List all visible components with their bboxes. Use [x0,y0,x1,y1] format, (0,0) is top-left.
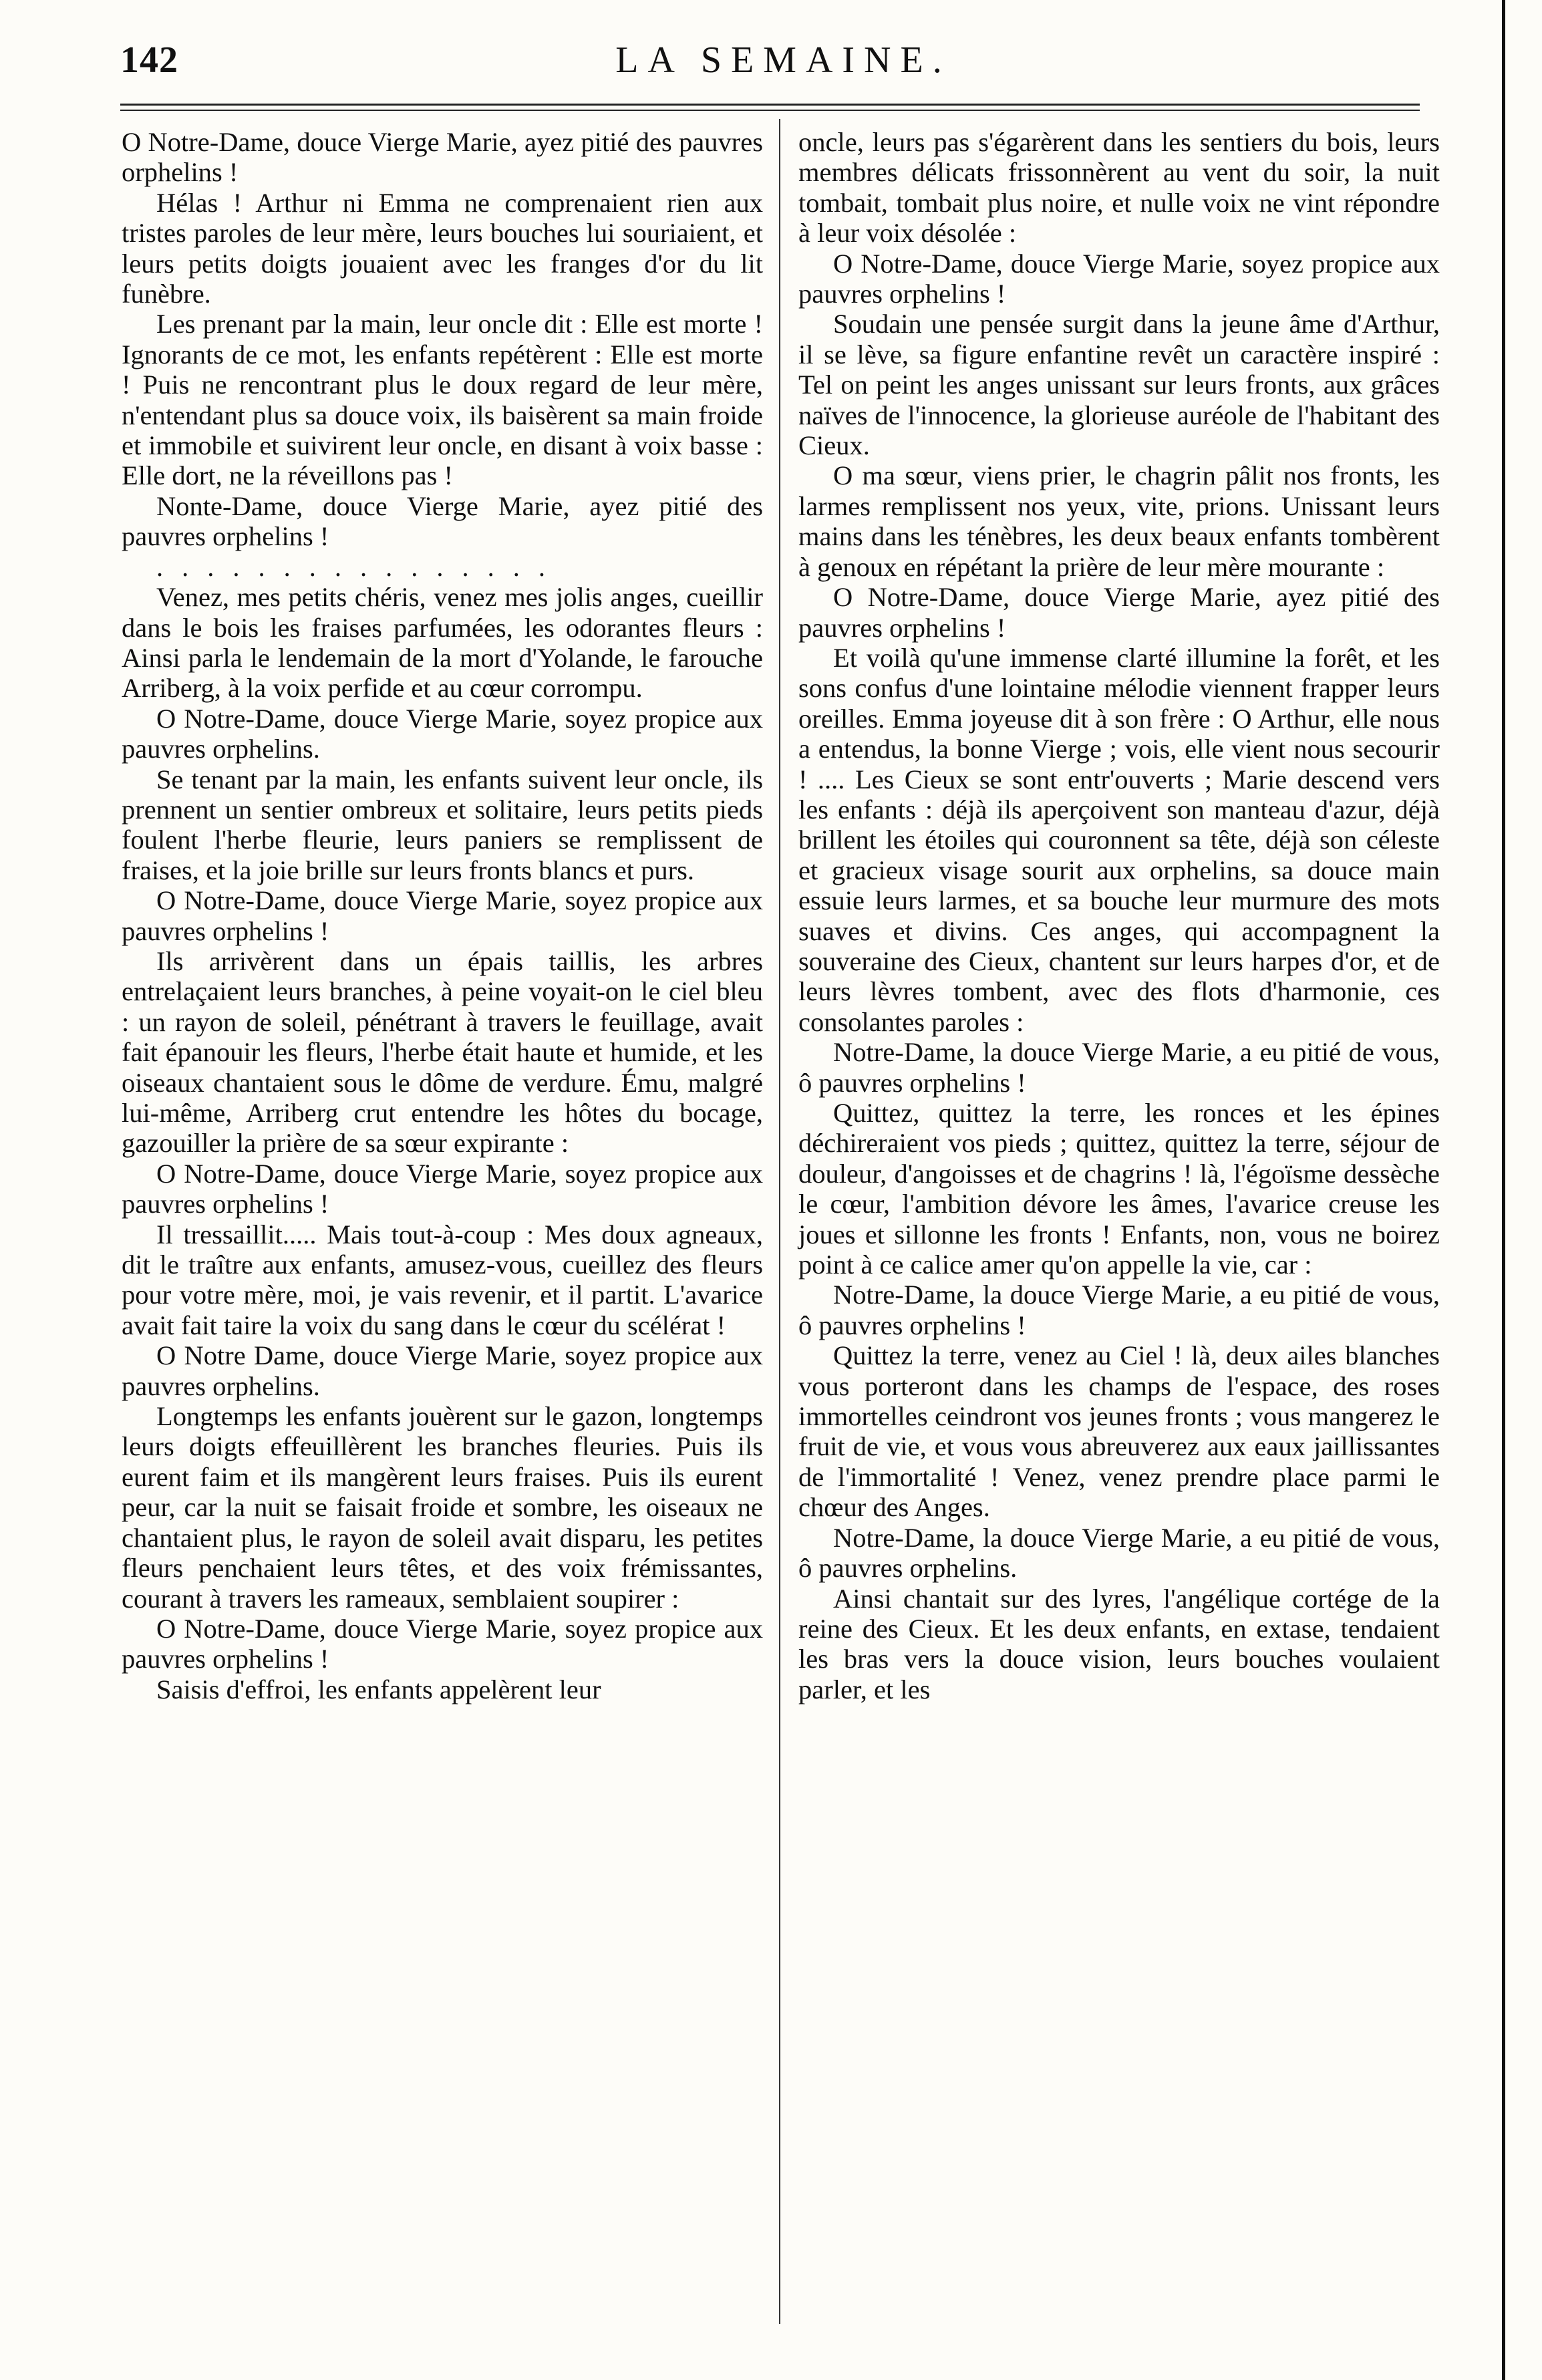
paragraph: O Notre-Dame, douce Vierge Marie, soyez propice aux pauvres orphelins ! [798,248,1440,309]
paragraph: Il tressaillit..... Mais tout-à-coup : Mes doux agneaux, dit le traître aux enfants, amusez-vous, cueillez des fleurs pour votre mère, moi, je vais revenir, et il partit. L'avarice avait fait taire la voix du sang dans le cœur du scélérat ! [122,1219,763,1340]
paragraph: oncle, leurs pas s'égarèrent dans les sentiers du bois, leurs membres délicats frissonnèrent au vent du soir, la nuit tombait, tombait plus noire, et nulle voix ne vint répondre à leur voix désolée : [798,127,1440,249]
paragraph: Venez, mes petits chéris, venez mes jolis anges, cueillir dans le bois les fraises parfumées, les odorantes fleurs : Ainsi parla le lendemain de la mort d'Yolande, le farouche Arriberg, à la voix perfide et au cœur corrompu. [122,582,763,704]
paragraph: Quittez la terre, venez au Ciel ! là, deux ailes blanches vous porteront dans les champs de l'espace, des roses immortelles ceindront vos jeunes fronts ; vous mangerez le fruit de vie, et vous vous abreuverez aux eaux jaillissantes de l'immortalité ! Venez, venez prendre place parmi le chœur des Anges. [798,1340,1440,1523]
paragraph: Saisis d'effroi, les enfants appelèrent leur [156,1674,601,1704]
paragraph: Soudain une pensée surgit dans la jeune âme d'Arthur, il se lève, sa figure enfantine revêt un caractère inspiré : Tel on peint les anges unissant sur leurs fronts, aux grâces naïves de l'innocence, la glorieuse auréole de l'habitant des Cieux. [798,309,1440,461]
paragraph: O Notre-Dame, douce Vierge Marie, soyez propice aux pauvres orphelins. [122,703,763,764]
paragraph: Et voilà qu'une immense clarté illumine la forêt, et les sons confus d'une lointaine mélodie viennent frapper leurs oreilles. Emma joyeuse dit à son frère : O Arthur, elle nous a entendus, la bonne Vierge ; vois, elle vient nous secourir ! .... Les Cieux se sont entr'ouverts ; Marie descend vers les enfants : déjà ils aperçoivent son manteau d'azur, déjà brillent les étoiles qui couronnent sa tête, déjà son céleste et gracieux visage sourit aux orphelins, sa douce main essuie leurs larmes, et sa bouche leur murmure des mots suaves et divins. Ces anges, qui accompagnent la souveraine des Cieux, chantent sur leurs harpes d'or, et de leurs lèvres tombent, avec des flots d'harmonie, ces consolantes paroles : [798,642,1440,1037]
paragraph: Notre-Dame, la douce Vierge Marie, a eu pitié de vous, ô pauvres orphelins. [798,1522,1440,1584]
paragraph: O Notre-Dame, douce Vierge Marie, soyez propice aux pauvres orphelins ! [122,1613,763,1674]
header-rule-top [120,104,1420,106]
paragraph: O ma sœur, viens prier, le chagrin pâlit nos fronts, les larmes remplissent nos yeux, vite, prions. Unissant leurs mains dans les ténèbres, les deux beaux enfants tombèrent à genoux en répétant la prière de leur mère mourante : [798,460,1440,582]
paragraph: Ainsi chantait sur des lyres, l'angélique cortége de la reine des Cieux. Et les deux enfants, en extase, tendaient les bras vers la douce vision, leurs bouches voulaient parler, et les [798,1583,1440,1704]
header-rule-bottom [120,110,1420,111]
running-title: LA SEMAINE. [615,39,951,81]
right-column [798,127,1440,1704]
paragraph: O Notre-Dame, douce Vierge Marie, ayez pitié des pauvres orphelins ! [122,127,763,188]
column-divider [779,119,780,2324]
paragraph: Hélas ! Arthur ni Emma ne comprenaient rien aux tristes paroles de leur mère, leurs bouches lui souriaient, et leurs petits doigts jouaient avec les franges d'or du lit funèbre. [122,187,763,309]
paragraph: Se tenant par la main, les enfants suivent leur oncle, ils prennent un sentier ombreux et solitaire, leurs petits pieds foulent l'herbe fleurie, leurs paniers se remplissent de fraises, et la joie brille sur leurs fronts blancs et purs. [122,764,763,885]
paragraph: Notre-Dame, la douce Vierge Marie, a eu pitié de vous, ô pauvres orphelins ! [798,1280,1440,1340]
page-edge-shadow [1502,0,1505,2380]
paragraph: O Notre-Dame, douce Vierge Marie, soyez propice aux pauvres orphelins ! [122,1158,763,1219]
ellipsis-separator: ................ [156,551,564,582]
left-column [122,127,763,1704]
paragraph: Quittez, quittez la terre, les ronces et les épines déchireraient vos pieds ; quittez, quittez la terre, séjour de douleur, d'angoisses et de chagrins ! là, l'égoïsme dessèche le cœur, l'ambition dévore les âmes, l'avarice creuse les joues et sillonne les fronts ! Enfants, non, vous ne boirez point à ce calice amer qu'on appelle la vie, car : [798,1098,1440,1280]
paragraph: O Notre-Dame, douce Vierge Marie, ayez pitié des pauvres orphelins ! [798,582,1440,643]
paragraph: Ils arrivèrent dans un épais taillis, les arbres entrelaçaient leurs branches, à peine voyait-on le ciel bleu : un rayon de soleil, pénétrant à travers le feuillage, avait fait épanouir les fleurs, l'herbe était haute et humide, et les oiseaux chantaient sous le dôme de verdure. Ému, malgré lui-même, Arriberg crut entendre les hôtes du bocage, gazouiller la prière de sa sœur expirante : [122,945,763,1159]
paragraph: O Notre-Dame, douce Vierge Marie, soyez propice aux pauvres orphelins ! [122,885,763,946]
paragraph: Nonte-Dame, douce Vierge Marie, ayez pitié des pauvres orphelins ! [122,490,763,552]
paragraph: Notre-Dame, la douce Vierge Marie, a eu pitié de vous, ô pauvres orphelins ! [798,1037,1440,1098]
page-header [120,32,1420,99]
page-number: 142 [120,39,178,81]
paragraph: Les prenant par la main, leur oncle dit : Elle est morte ! Ignorants de ce mot, les enfants repétèrent : Elle est morte ! Puis ne rencontrant plus le doux regard de leur mère, n'entendant plus sa douce voix, ils baisèrent sa main froide et immobile et suivirent leur oncle, en disant à voix basse : Elle dort, ne la réveillons pas ! [122,309,763,491]
paragraph: O Notre Dame, douce Vierge Marie, soyez propice aux pauvres orphelins. [122,1340,763,1401]
paragraph: Longtemps les enfants jouèrent sur le gazon, longtemps leurs doigts effeuillèrent les branches fleuries. Puis ils eurent faim et ils mangèrent leurs fraises. Puis ils eurent peur, car la nuit se faisait froide et sombre, les oiseaux ne chantaient plus, le rayon de soleil avait disparu, les petites fleurs penchaient leurs têtes, et des voix frémissantes, courant à travers les rameaux, semblaient soupirer : [122,1401,763,1614]
